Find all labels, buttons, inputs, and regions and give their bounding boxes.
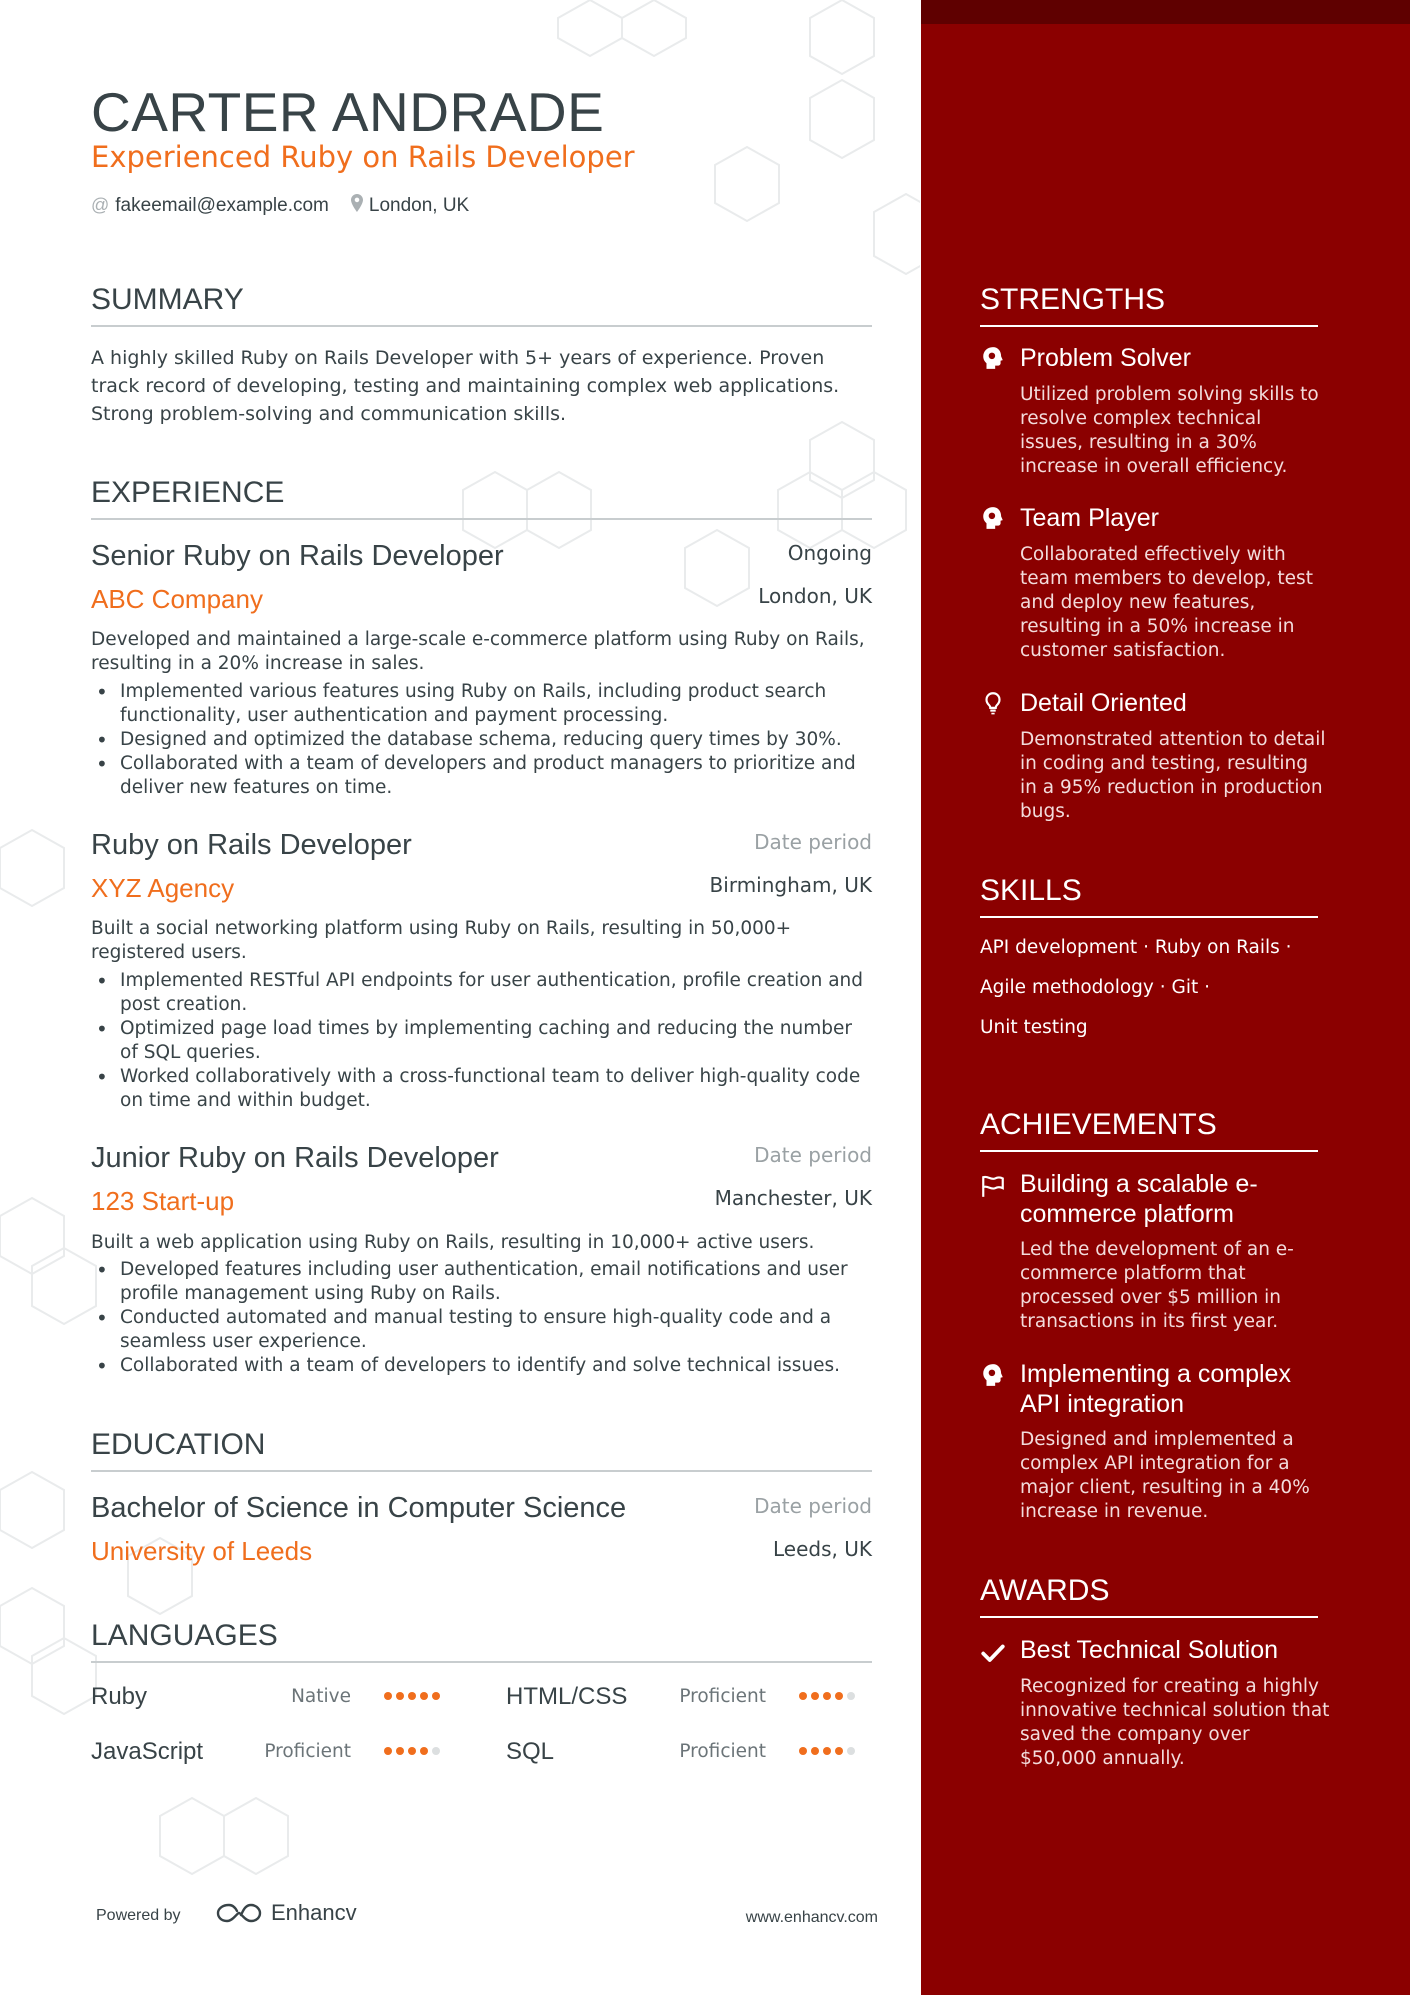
award-description: Recognized for creating a highly innovative technical solution that saved the company over $50,000 annually. (1020, 1676, 1330, 1769)
rating-dot-filled (420, 1747, 428, 1755)
rating-dot-empty (432, 1747, 440, 1755)
skills-line: Unit testing (980, 1017, 1088, 1038)
rating-dot-empty (847, 1692, 855, 1700)
achievements-heading: ACHIEVEMENTS (980, 1108, 1318, 1152)
education-heading: EDUCATION (91, 1428, 872, 1472)
strengths-heading: STRENGTHS (980, 283, 1318, 327)
check-icon (980, 1640, 1006, 1666)
languages-heading: LANGUAGES (91, 1619, 872, 1663)
job-title: Junior Ruby on Rails Developer (91, 1142, 499, 1174)
rating-dot-filled (823, 1692, 831, 1700)
job-date: Ongoing (787, 541, 872, 565)
list-item: • Collaborated with a team of developers to identify and solve technical issues. (91, 1354, 872, 1378)
job-date: Date period (754, 1143, 872, 1167)
summary-heading: SUMMARY (91, 283, 872, 327)
job-title: Senior Ruby on Rails Developer (91, 540, 504, 572)
rating-dot-filled (420, 1692, 428, 1700)
rating-dot-filled (811, 1692, 819, 1700)
rating-dot-filled (396, 1692, 404, 1700)
location-pin-icon (351, 194, 363, 217)
language-level: Proficient (679, 1686, 766, 1707)
award-title: Best Technical Solution (1020, 1636, 1279, 1664)
contact-info (91, 194, 491, 217)
sidebar-top-strip (921, 0, 1410, 24)
candidate-name: CARTER ANDRADE (91, 81, 605, 143)
language-level: Proficient (679, 1741, 766, 1762)
list-item: • Designed and optimized the database schema, reducing query times by 30%. (91, 728, 872, 752)
language-name: HTML/CSS (506, 1683, 628, 1710)
language-rating (384, 1692, 440, 1700)
list-item: • Implemented various features using Ruby on Rails, including product search functionality, user authentication and payment processing. (91, 680, 872, 728)
rating-dot-filled (384, 1747, 392, 1755)
enhancv-logo[interactable] (215, 1900, 357, 1926)
skills-line: Agile methodology · Git · (980, 977, 1210, 998)
strength-title: Team Player (1020, 504, 1159, 532)
achievement-title-line: API integration (1020, 1390, 1184, 1418)
contact-email[interactable] (91, 195, 329, 217)
achievement-title (1020, 1359, 1330, 1419)
job-location: Birmingham, UK (709, 873, 872, 897)
strength-description: Demonstrated attention to detail in coding and testing, resulting in a 95% reduction in production bugs. (1020, 729, 1326, 822)
powered-by-label: Powered by (96, 1907, 181, 1924)
job-description: Developed and maintained a large-scale e-commerce platform using Ruby on Rails, resulting in a 20% increase in sales. (91, 629, 865, 674)
job-date: Date period (754, 830, 872, 854)
candidate-title: Experienced Ruby on Rails Developer (91, 140, 635, 174)
experience-heading: EXPERIENCE (91, 476, 872, 520)
list-item: • Developed features including user authentication, email notifications and user profile management using Ruby on Rails. (91, 1258, 872, 1306)
at-icon: @ (91, 195, 110, 215)
contact-location (351, 194, 469, 217)
rating-dot-filled (835, 1747, 843, 1755)
job-company: 123 Start-up (91, 1186, 235, 1216)
education-date: Date period (754, 1494, 872, 1518)
rating-dot-filled (799, 1692, 807, 1700)
achievement-title (1020, 1169, 1330, 1229)
achievement-title-line: Building a scalable e- (1020, 1170, 1258, 1198)
language-name: SQL (506, 1738, 555, 1765)
rating-dot-filled (408, 1692, 416, 1700)
brand-text: Enhancv (271, 1900, 357, 1925)
rating-dot-filled (396, 1747, 404, 1755)
job-title: Ruby on Rails Developer (91, 829, 412, 861)
head-icon (980, 1362, 1006, 1388)
list-item: • Implemented RESTful API endpoints for user authentication, profile creation and post creation. (91, 969, 872, 1017)
head-icon (980, 345, 1006, 371)
job-company: ABC Company (91, 584, 263, 614)
strength-title: Problem Solver (1020, 344, 1191, 372)
rating-dot-empty (847, 1747, 855, 1755)
skills-line: API development · Ruby on Rails · (980, 937, 1292, 958)
list-item: • Worked collaboratively with a cross-functional team to deliver high-quality code on time and within budget. (91, 1065, 872, 1113)
rating-dot-filled (799, 1747, 807, 1755)
skills-heading: SKILLS (980, 874, 1318, 918)
language-name: Ruby (91, 1683, 148, 1710)
job-company: XYZ Agency (91, 873, 235, 903)
language-level: Proficient (264, 1741, 351, 1762)
language-level: Native (291, 1686, 351, 1707)
job-bullets (91, 680, 872, 800)
job-location: London, UK (758, 584, 872, 608)
achievement-description: Designed and implemented a complex API integration for a major client, resulting in a 40% increase in revenue. (1020, 1429, 1310, 1522)
strength-description: Utilized problem solving skills to resolve complex technical issues, resulting in a 30% increase in overall efficiency. (1020, 384, 1319, 477)
education-school: University of Leeds (91, 1536, 313, 1566)
location-text: London, UK (368, 194, 470, 216)
list-item: • Collaborated with a team of developers and product managers to prioritize and deliver new features on time. (91, 752, 872, 800)
job-location: Manchester, UK (714, 1186, 872, 1210)
education-degree: Bachelor of Science in Computer Science (91, 1492, 627, 1524)
job-bullets (91, 969, 872, 1113)
education-location: Leeds, UK (773, 1537, 872, 1561)
awards-heading: AWARDS (980, 1574, 1318, 1618)
rating-dot-filled (384, 1692, 392, 1700)
rating-dot-filled (811, 1747, 819, 1755)
language-rating (384, 1747, 440, 1755)
enhancv-logo-icon (215, 1901, 263, 1925)
rating-dot-filled (432, 1692, 440, 1700)
footer-url[interactable]: www.enhancv.com (745, 1909, 878, 1926)
flag-icon (980, 1173, 1006, 1199)
achievement-title-line: commerce platform (1020, 1200, 1234, 1228)
language-rating (799, 1747, 855, 1755)
lightbulb-icon (980, 690, 1006, 716)
rating-dot-filled (835, 1692, 843, 1700)
job-bullets (91, 1258, 872, 1378)
summary-text: A highly skilled Ruby on Rails Developer with 5+ years of experience. Proven track record of developing, testing and maintaining complex web applications. Strong problem-solving and communication skills. (91, 347, 840, 425)
head-icon (980, 505, 1006, 531)
achievement-description: Led the development of an e-commerce platform that processed over $5 million in transactions in its first year. (1020, 1239, 1294, 1332)
achievement-title-line: Implementing a complex (1020, 1360, 1291, 1388)
rating-dot-filled (823, 1747, 831, 1755)
email-text: fakeemail@example.com (115, 194, 329, 216)
rating-dot-filled (408, 1747, 416, 1755)
strength-title: Detail Oriented (1020, 689, 1187, 717)
language-rating (799, 1692, 855, 1700)
list-item: • Optimized page load times by implementing caching and reducing the number of SQL queries. (91, 1017, 872, 1065)
strength-description: Collaborated effectively with team members to develop, test and deploy new features, resulting in a 50% increase in customer satisfaction. (1020, 544, 1313, 661)
list-item: • Conducted automated and manual testing to ensure high-quality code and a seamless user experience. (91, 1306, 872, 1354)
job-description: Built a social networking platform using Ruby on Rails, resulting in 50,000+ registered users. (91, 918, 792, 963)
job-description: Built a web application using Ruby on Rails, resulting in 10,000+ active users. (91, 1232, 815, 1253)
language-name: JavaScript (91, 1738, 204, 1765)
